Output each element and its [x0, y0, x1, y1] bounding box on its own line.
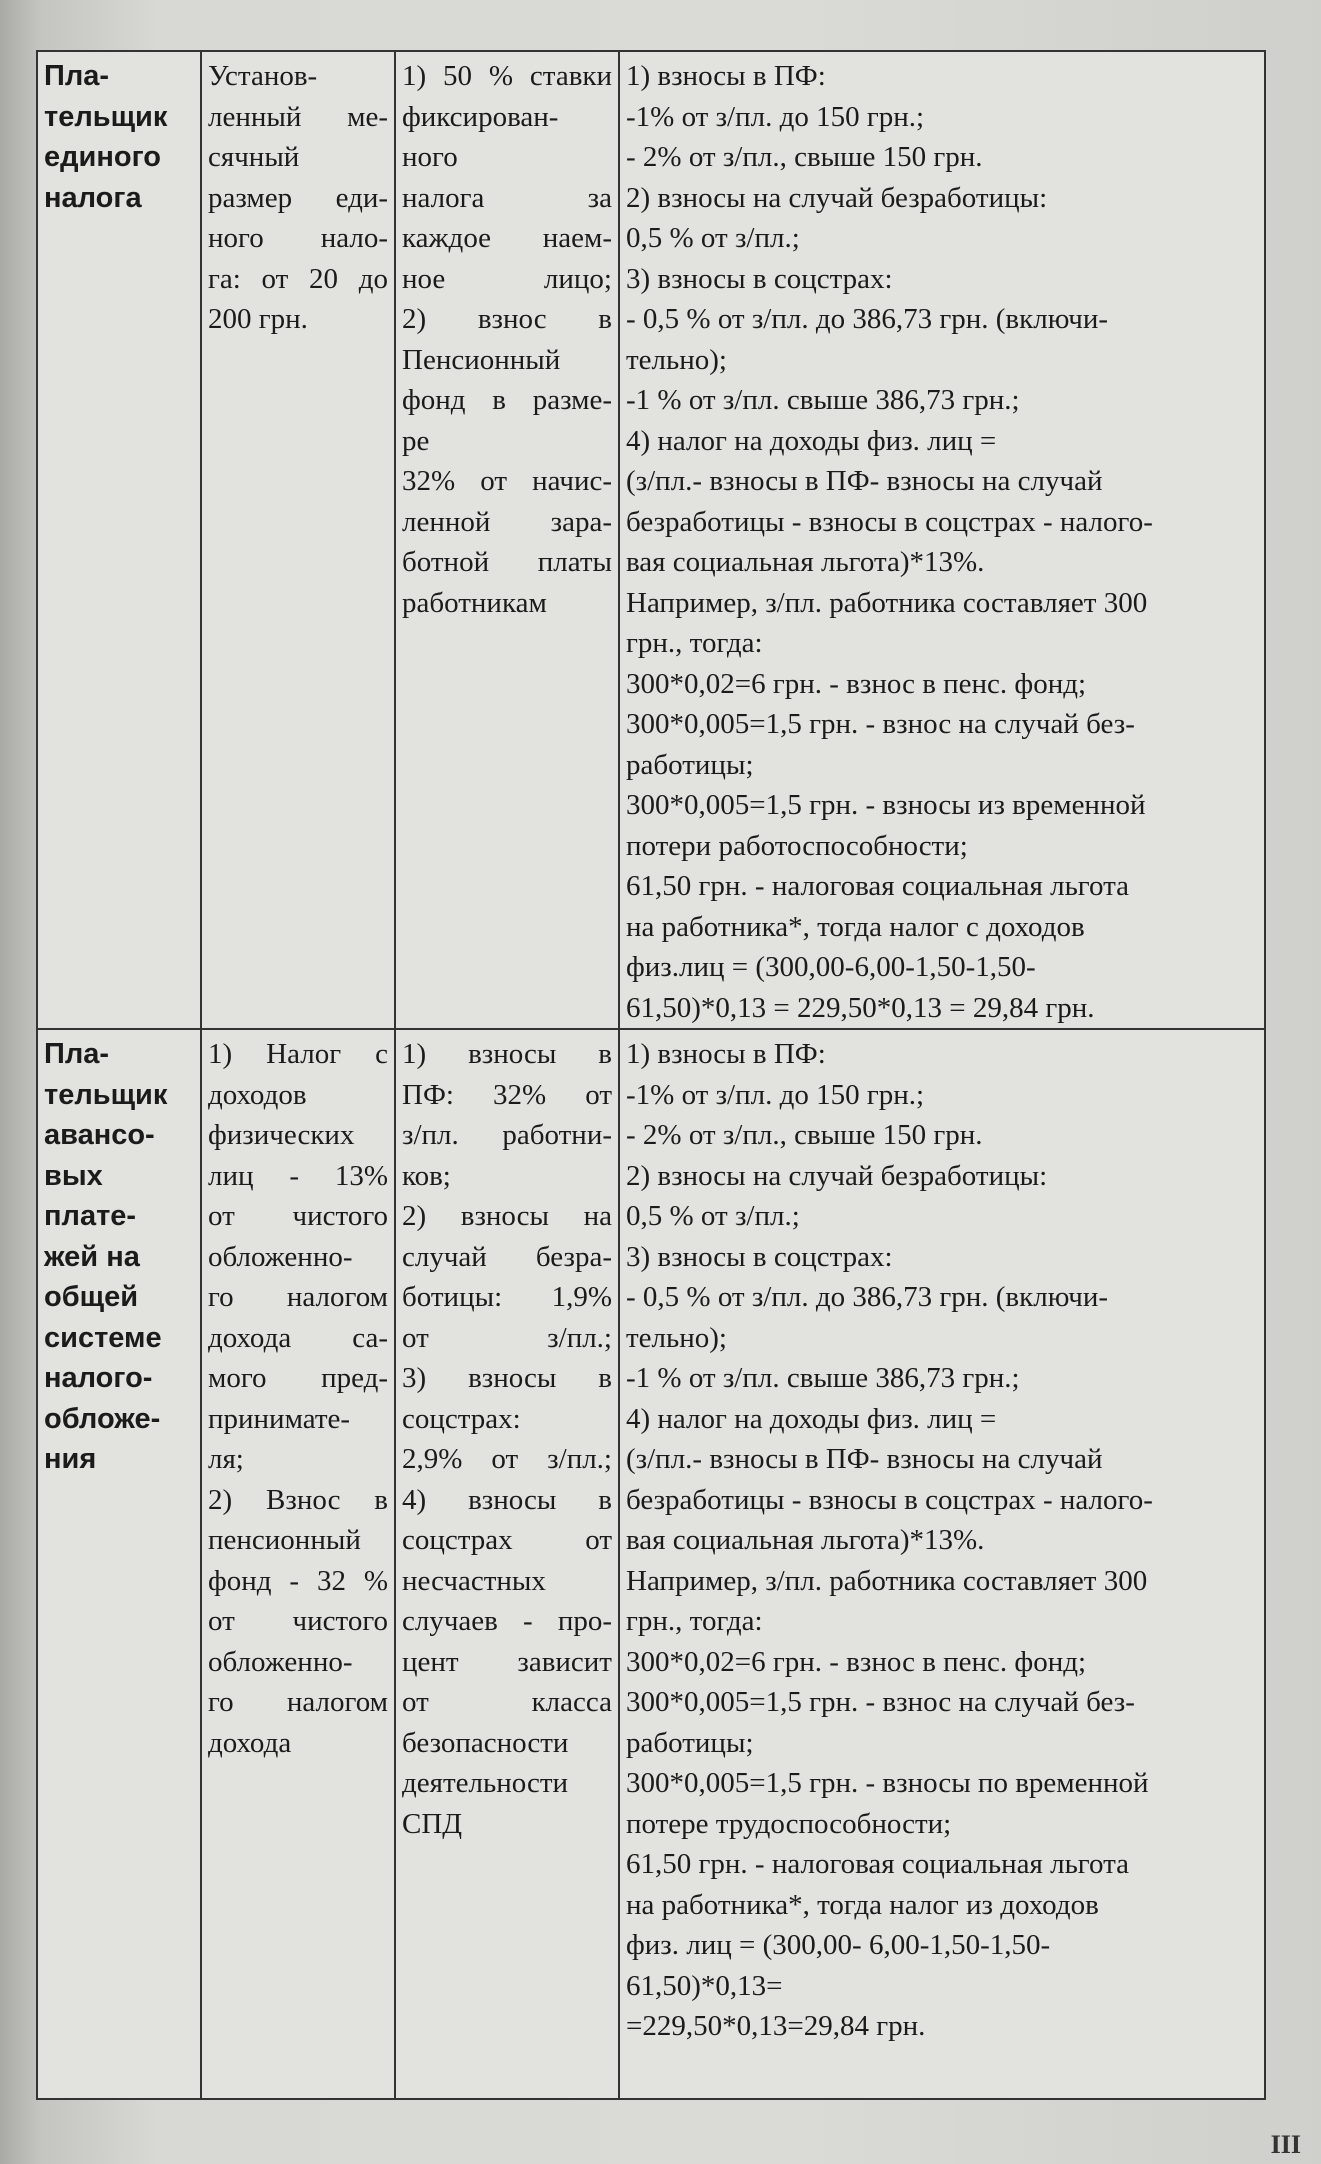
cell-line: ного нало- [208, 222, 388, 254]
cell-line: авансо- [44, 1119, 155, 1151]
cell-line: Пенсионный [402, 343, 561, 376]
cell-line: несчастных [402, 1564, 546, 1597]
cell-line: налого- [44, 1362, 153, 1394]
cell-line: га: от 20 до [208, 262, 388, 295]
cell-line: 300*0,005=1,5 грн. - взносы из временной [626, 789, 1146, 821]
cell-line: случай безра- [402, 1240, 612, 1273]
cell-line: 0,5 % от з/пл.; [626, 1200, 800, 1232]
details-cell [619, 1029, 1265, 2099]
details-cell [619, 51, 1265, 1029]
cell-line: Например, з/пл. работника составляет 300 [626, 586, 1148, 619]
cell-line: 300*0,005=1,5 грн. - взнос на случай без- [626, 1686, 1135, 1718]
cell-line: работицы; [626, 748, 754, 781]
cell-line: физ. лиц = (300,00- 6,00-1,50-1,50- [626, 1929, 1051, 1961]
cell-line: дохода са- [208, 1321, 388, 1354]
cell-line: ленной зара- [402, 505, 612, 538]
cell-line: тельщик [44, 1078, 168, 1111]
cell-line: системе [44, 1321, 162, 1354]
cell-line: тельно); [626, 1321, 727, 1354]
cell-line: (з/пл.- взносы в ПФ- взносы на случай [626, 1443, 1103, 1475]
cell-line: общей [44, 1281, 139, 1313]
cell-line: 300*0,02=6 грн. - взнос в пенс. фонд; [626, 667, 1087, 700]
cell-line: плате- [44, 1200, 137, 1232]
cell-line: =229,50*0,13=29,84 грн. [626, 2010, 926, 2042]
cell-line: ПФ: 32% от [402, 1078, 612, 1111]
cell-line: деятельности [402, 1767, 569, 1799]
cell-line: соцстрах от [402, 1524, 612, 1556]
cell-line: потере трудоспособности; [626, 1807, 952, 1840]
cell-line: налога [44, 181, 142, 214]
cell-line: ботицы: 1,9% [402, 1281, 612, 1313]
cell-line: 61,50 грн. - налоговая социальная льгота [626, 870, 1129, 902]
cell-line: 200 грн. [208, 303, 308, 335]
cell-line: тельно); [626, 343, 727, 376]
cell-line: работицы; [626, 1726, 754, 1759]
cell-line: ков; [402, 1159, 451, 1192]
payer-cell [37, 51, 201, 1029]
cell-line: - 2% от з/пл., свыше 150 грн. [626, 1119, 983, 1151]
page-number: III [1270, 2130, 1301, 2159]
cell-line: грн., тогда: [626, 1605, 763, 1637]
cell-line: 300*0,005=1,5 грн. - взносы по временной [626, 1767, 1149, 1799]
cell-line: 32% от начис- [402, 465, 612, 497]
cell-line: Пла- [44, 60, 110, 92]
cell-line: мого пред- [208, 1362, 388, 1394]
cell-line: размер еди- [208, 181, 388, 214]
cell-line: 4) взносы в [402, 1483, 612, 1516]
cell-line: 61,50)*0,13= [626, 1969, 783, 2002]
cell-line: -1% от з/пл. до 150 грн.; [626, 100, 925, 133]
cell-line: 300*0,02=6 грн. - взнос в пенс. фонд; [626, 1645, 1087, 1678]
cell-line: на работника*, тогда налог из доходов [626, 1888, 1099, 1921]
cell-line: безопасности [402, 1726, 569, 1759]
cell-line: 2) взносы на случай безработицы: [626, 181, 1048, 214]
cell-line: 61,50)*0,13 = 229,50*0,13 = 29,84 грн. [626, 991, 1095, 1024]
cell-line: обложенно- [208, 1240, 353, 1273]
cell-line: 2) Взнос в [208, 1483, 388, 1516]
cell-line: физических [208, 1119, 355, 1151]
cell-line: обложе- [44, 1402, 161, 1435]
contributions-cell [395, 1029, 619, 2099]
cell-line: - 0,5 % от з/пл. до 386,73 грн. (включи- [626, 1281, 1109, 1313]
cell-line: фонд - 32 % [208, 1564, 388, 1597]
cell-line: Например, з/пл. работника составляет 300 [626, 1564, 1148, 1597]
cell-line: СПД [402, 1807, 463, 1840]
cell-line: доходов [208, 1078, 307, 1111]
cell-line: ботной платы [402, 546, 612, 578]
cell-line: грн., тогда: [626, 627, 763, 659]
cell-line: -1 % от з/пл. свыше 386,73 грн.; [626, 1362, 1020, 1394]
cell-line: работникам [402, 586, 547, 619]
cell-line: физ.лиц = (300,00-6,00-1,50-1,50- [626, 951, 1036, 983]
cell-line: 2,9% от з/пл.; [402, 1443, 612, 1475]
cell-line: Установ- [208, 60, 318, 92]
cell-line: цент зависит [402, 1645, 612, 1678]
cell-line: 2) взносы на случай безработицы: [626, 1159, 1048, 1192]
cell-line: пенсионный [208, 1524, 361, 1556]
cell-line: з/пл. работни- [402, 1119, 612, 1151]
cell-line: 0,5 % от з/пл.; [626, 222, 800, 254]
cell-line: вых [44, 1159, 103, 1192]
cell-line: от чистого [208, 1605, 388, 1637]
cell-line: 1) взносы в ПФ: [626, 1038, 826, 1070]
cell-line: фиксирован- [402, 100, 559, 133]
cell-line: лиц - 13% [208, 1159, 388, 1192]
cell-line: 2) взнос в [402, 303, 612, 335]
cell-line: го налогом [208, 1281, 388, 1313]
cell-line: налога за [402, 181, 612, 214]
cell-line: го налогом [208, 1686, 388, 1718]
cell-line: ленный ме- [208, 100, 388, 133]
cell-line: тельщик [44, 100, 168, 133]
cell-line: каждое наем- [402, 222, 612, 254]
contributions-cell [395, 51, 619, 1029]
cell-line: - 2% от з/пл., свыше 150 грн. [626, 141, 983, 173]
cell-line: фонд в разме- [402, 384, 612, 416]
cell-line: ре [402, 424, 430, 457]
cell-line: 1) 50 % ставки [402, 60, 612, 92]
cell-line: 4) налог на доходы физ. лиц = [626, 1402, 997, 1435]
cell-line: 3) взносы в [402, 1362, 612, 1394]
cell-line: - 0,5 % от з/пл. до 386,73 грн. (включи- [626, 303, 1109, 335]
cell-line: 1) взносы в [402, 1038, 612, 1070]
cell-line: 1) Налог с [208, 1038, 388, 1070]
cell-line: дохода [208, 1726, 292, 1759]
cell-line: потери работоспособности; [626, 829, 968, 862]
cell-line: ное лицо; [402, 262, 612, 295]
taxes-cell [201, 1029, 395, 2099]
cell-line: -1 % от з/пл. свыше 386,73 грн.; [626, 384, 1020, 416]
cell-line: 3) взносы в соцстрах: [626, 1240, 893, 1273]
cell-line: обложенно- [208, 1645, 353, 1678]
cell-line: 3) взносы в соцстрах: [626, 262, 893, 295]
cell-line: 4) налог на доходы физ. лиц = [626, 424, 997, 457]
cell-line: ного [402, 141, 458, 173]
cell-line: 1) взносы в ПФ: [626, 60, 826, 92]
cell-line: ния [44, 1443, 97, 1475]
table-row [37, 1029, 1265, 2099]
cell-line: 300*0,005=1,5 грн. - взнос на случай без- [626, 708, 1135, 740]
cell-line: от класса [402, 1686, 612, 1718]
cell-line: принимате- [208, 1402, 351, 1435]
table-row [37, 51, 1265, 1029]
cell-line: от з/пл.; [402, 1321, 612, 1354]
cell-line: соцстрах: [402, 1402, 521, 1435]
cell-line: от чистого [208, 1200, 388, 1232]
cell-line: 61,50 грн. - налоговая социальная льгота [626, 1848, 1129, 1880]
cell-line: ля; [208, 1443, 244, 1475]
cell-line: -1% от з/пл. до 150 грн.; [626, 1078, 925, 1111]
payer-cell [37, 1029, 201, 2099]
cell-line: вая социальная льгота)*13%. [626, 546, 985, 578]
cell-line: безработицы - взносы в соцстрах - налого- [626, 505, 1153, 538]
taxes-cell [201, 51, 395, 1029]
cell-line: единого [44, 141, 162, 173]
cell-line: 2) взносы на [402, 1200, 612, 1232]
cell-line: на работника*, тогда налог с доходов [626, 910, 1085, 943]
tax-comparison-table [36, 50, 1266, 2100]
cell-line: безработицы - взносы в соцстрах - налого- [626, 1483, 1153, 1516]
cell-line: случаев - про- [402, 1605, 612, 1637]
cell-line: (з/пл.- взносы в ПФ- взносы на случай [626, 465, 1103, 497]
cell-line: Пла- [44, 1038, 110, 1070]
cell-line: вая социальная льгота)*13%. [626, 1524, 985, 1556]
cell-line: жей на [44, 1240, 140, 1273]
cell-line: сячный [208, 141, 300, 173]
